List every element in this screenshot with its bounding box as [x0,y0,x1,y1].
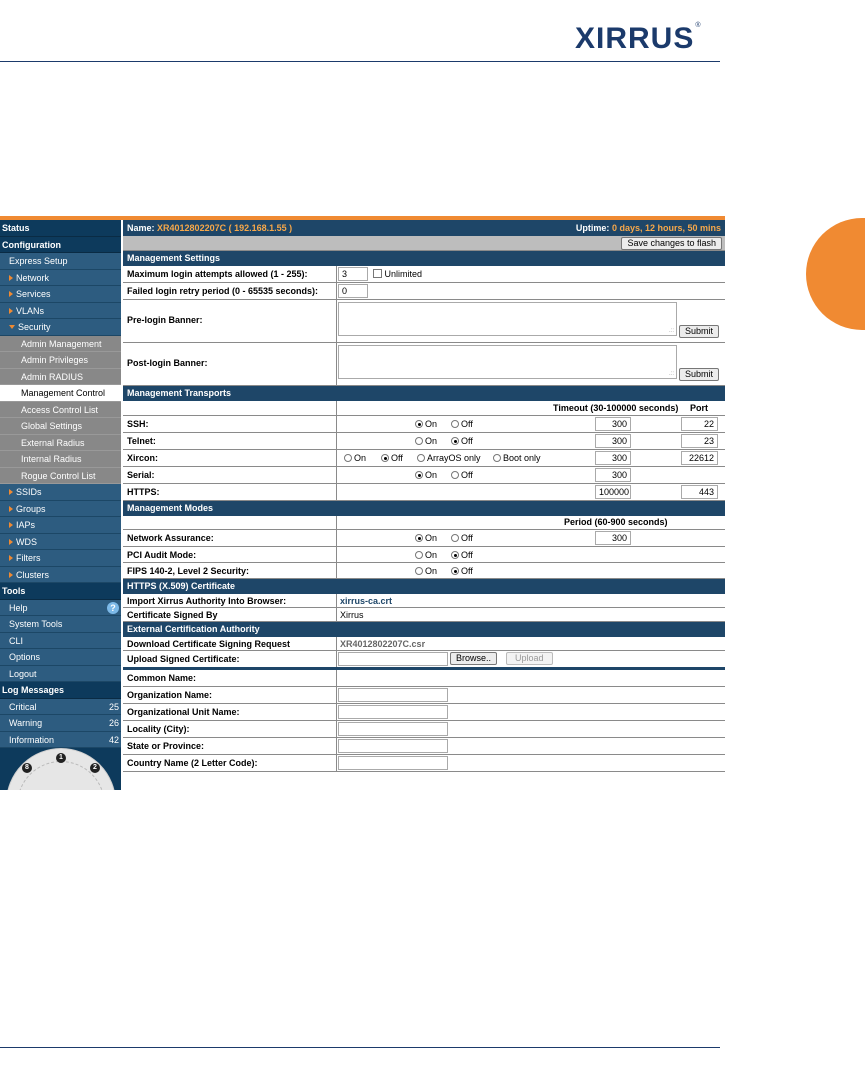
sidebar-item-label: WDS [16,536,37,547]
telnet-off-radio[interactable]: Off [451,436,473,446]
sidebar-item-external-radius[interactable] [0,435,121,452]
sidebar-item-status[interactable] [0,220,121,237]
row-organization-name [123,687,725,704]
save-to-flash-button[interactable]: Save changes to flash [621,237,722,250]
pre-login-banner-label: Pre-login Banner: [127,315,203,325]
sidebar-item-global-settings[interactable] [0,418,121,435]
pre-login-submit-button[interactable]: Submit [679,325,719,338]
fips-off-radio[interactable]: Off [451,566,473,576]
sidebar-item-label: Rogue Control List [21,470,96,481]
pre-login-banner-textarea[interactable]: .:: [338,302,677,336]
triangle-right-icon [9,539,13,545]
post-login-banner-label: Post-login Banner: [127,358,208,368]
csr-download-link[interactable]: XR4012802207C.csr [340,639,426,649]
triangle-right-icon [9,489,13,495]
save-bar [123,236,725,251]
sidebar-list [0,220,121,748]
row-ssh: SSH: On Off 300 22 [123,416,725,433]
device-name: XR4012802207C [157,223,227,233]
sidebar-item-warning[interactable] [0,715,121,732]
row-signed-by: Certificate Signed By Xirrus [123,608,725,622]
row-state-or-province [123,738,725,755]
row-common-name [123,670,725,687]
upload-file-input[interactable] [338,652,448,666]
section-management-settings: Management Settings [123,251,725,266]
sidebar-item-tools[interactable] [0,583,121,600]
sidebar-item-label: System Tools [9,619,63,629]
field-label: Locality (City): [127,724,190,734]
unlimited-option[interactable]: Unlimited [373,269,422,279]
upload-button[interactable]: Upload [506,652,553,665]
sidebar-item-label: Groups [16,503,46,514]
browse-button[interactable]: Browse.. [450,652,497,665]
xircon-boot-only-radio[interactable]: Boot only [493,453,541,463]
row-organizational-unit-name [123,704,725,721]
row-modes-header [123,516,725,530]
row-import-authority: Import Xirrus Authority Into Browser: xirrus-ca.crt [123,594,725,608]
sidebar-item-system-tools[interactable] [0,616,121,633]
https-timeout-input[interactable]: 100000 [595,485,631,499]
sidebar-nav [0,220,121,790]
pci-on-radio[interactable]: On [415,550,437,560]
sidebar-item-label: Critical [9,701,37,712]
unlimited-checkbox[interactable] [373,269,382,278]
sidebar-item-services[interactable] [0,286,121,303]
logo-text: XIRRUS [575,22,695,55]
sidebar-item-label: Network [16,272,50,283]
organization-name-input[interactable] [338,688,448,702]
sidebar-item-internal-radius[interactable] [0,451,121,468]
network-assurance-on-radio[interactable]: On [415,533,437,543]
xircon-off-radio[interactable]: Off [381,453,403,463]
telnet-timeout-input[interactable]: 300 [595,434,631,448]
xircon-timeout-input[interactable]: 300 [595,451,631,465]
max-login-input[interactable]: 3 [338,267,368,281]
sidebar-item-configuration[interactable] [0,237,121,254]
web-ui-screenshot [0,216,725,790]
locality-city-input[interactable] [338,722,448,736]
ca-fields [123,670,725,772]
triangle-right-icon [9,555,13,561]
sidebar-item-admin-management[interactable] [0,336,121,353]
uptime-value: 0 days, 12 hours, 50 mins [611,223,721,233]
sidebar-item-label: Status [2,223,30,233]
sidebar-item-label: VLANs [16,305,45,316]
sidebar-item-label: Security [18,322,51,332]
sidebar-item-label: Admin Privileges [21,355,89,365]
retry-period-input[interactable]: 0 [338,284,368,298]
sidebar-item-admin-privileges[interactable] [0,352,121,369]
serial-on-radio[interactable]: On [415,470,437,480]
port-header: Port [690,403,708,413]
xircon-arrayos-only-radio[interactable]: ArrayOS only [417,453,481,463]
sidebar-item-label: Log Messages [2,685,65,695]
serial-timeout-input[interactable]: 300 [595,468,631,482]
main-panel [123,220,725,790]
country-name-2-letter-code-input[interactable] [338,756,448,770]
sidebar-item-vlans[interactable] [0,303,121,320]
sidebar-item-admin-radius[interactable] [0,369,121,386]
row-pci-audit: PCI Audit Mode: On Off [123,547,725,563]
post-login-submit-button[interactable]: Submit [679,368,719,381]
row-retry-period [123,283,725,300]
row-xircon: Xircon: On Off ArrayOS only Boot only 300 22612 [123,450,725,467]
row-fips: FIPS 140-2, Level 2 Security: On Off [123,563,725,579]
sidebar-item-ssids[interactable] [0,484,121,501]
sidebar-item-critical[interactable] [0,699,121,716]
sidebar-item-rogue-control-list[interactable] [0,468,121,485]
fips-on-radio[interactable]: On [415,566,437,576]
row-post-login-banner [123,343,725,386]
port-2-icon: 2 [90,763,100,773]
device-ip: ( 192.168.1.55 ) [228,223,293,233]
section-external-ca: External Certification Authority [123,622,725,637]
max-login-label: Maximum login attempts allowed (1 - 255): [127,269,308,279]
sidebar-item-filters[interactable] [0,550,121,567]
footer-rule [0,1047,720,1048]
pci-off-radio[interactable]: Off [451,550,473,560]
sidebar-item-label: Clusters [16,569,50,580]
triangle-right-icon [9,275,13,281]
field-label: State or Province: [127,741,205,751]
triangle-right-icon [9,506,13,512]
sidebar-item-label: Warning [9,718,43,728]
field-label: Organizational Unit Name: [127,707,240,717]
field-label: Organization Name: [127,690,213,700]
field-label: Country Name (2 Letter Code): [127,758,258,768]
sidebar-item-label: Internal Radius [21,454,82,464]
sidebar-item-iaps[interactable] [0,517,121,534]
sidebar-item-management-control[interactable] [0,385,121,402]
ssh-off-radio[interactable]: Off [451,419,473,429]
sidebar-item-information[interactable] [0,732,121,749]
sidebar-item-access-control-list[interactable] [0,402,121,419]
https-port-input[interactable]: 443 [681,485,718,499]
sidebar-item-label: Management Control [21,388,106,398]
sidebar-item-wds[interactable] [0,534,121,551]
sidebar-item-log-messages[interactable] [0,682,121,699]
sidebar-item-groups[interactable] [0,501,121,518]
triangle-right-icon [9,572,13,578]
telnet-on-radio[interactable]: On [415,436,437,446]
registered-mark: ® [695,22,702,29]
sidebar-item-label: Admin RADIUS [21,371,84,382]
sidebar-item-label: Configuration [2,239,61,250]
sidebar-item-label: Tools [2,586,26,596]
row-https: HTTPS: 100000 443 [123,484,725,501]
xircon-port-input[interactable]: 22612 [681,451,718,465]
log-count-badge: 26 [108,718,119,728]
sidebar-item-label: Information [9,734,55,745]
row-download-csr: Download Certificate Signing Request XR4012802207C.csr [123,637,725,651]
chapter-tab-marker [806,218,865,330]
header-rule [0,61,720,62]
triangle-right-icon [9,522,13,528]
sidebar-item-label: Global Settings [21,421,83,431]
log-count-badge: 42 [108,734,119,745]
row-max-login [123,266,725,283]
sidebar-item-label: Express Setup [9,256,68,266]
name-bar [123,220,725,236]
triangle-right-icon [9,291,13,297]
section-management-transports: Management Transports [123,386,725,401]
sidebar-item-label: CLI [9,635,24,646]
ssh-on-radio[interactable]: On [415,419,437,429]
retry-period-label: Failed login retry period (0 - 65535 seconds): [127,286,319,296]
sidebar-item-express-setup[interactable] [0,253,121,270]
sidebar-item-label: Filters [16,553,41,563]
row-transports-header [123,401,725,416]
device-image [6,748,116,790]
sidebar-item-label: Options [9,652,41,662]
row-serial: Serial: On Off 300 [123,467,725,484]
state-or-province-input[interactable] [338,739,448,753]
xircon-on-radio[interactable]: On [344,453,366,463]
ssh-port-input[interactable]: 22 [681,417,718,431]
log-count-badge: 25 [108,701,119,712]
sidebar-item-network[interactable] [0,270,121,287]
sidebar-item-options[interactable] [0,649,121,666]
port-8-icon: 8 [22,763,32,773]
uptime: Uptime: 0 days, 12 hours, 50 mins [575,223,721,233]
organizational-unit-name-input[interactable] [338,705,448,719]
field-label: Common Name: [127,673,197,683]
post-login-banner-textarea[interactable]: .:: [338,345,677,379]
sidebar-item-label: Help [9,602,28,613]
timeout-header: Timeout (30-100000 seconds) [553,403,679,413]
sidebar-item-label: IAPs [16,520,36,530]
sidebar-item-label: Access Control List [21,404,99,415]
help-icon[interactable]: ? [107,602,119,614]
row-telnet: Telnet: On Off 300 23 [123,433,725,450]
row-upload-cert: Upload Signed Certificate: Browse.. Upload [123,651,725,670]
sidebar-item-label: External Radius [21,437,85,448]
sidebar-item-cli[interactable] [0,633,121,650]
sidebar-item-label: Services [16,289,51,299]
name-label: Name: [127,223,155,233]
ssh-timeout-input[interactable]: 300 [595,417,631,431]
row-locality-city [123,721,725,738]
triangle-down-icon [9,325,15,329]
sidebar-item-label: Logout [9,668,37,679]
port-1-icon: 1 [56,753,66,763]
network-assurance-period-input[interactable]: 300 [595,531,631,545]
sidebar-item-help[interactable] [0,600,121,617]
row-network-assurance: Network Assurance: On Off 300 [123,530,725,547]
xirrus-logo [575,22,702,56]
sidebar-item-clusters[interactable] [0,567,121,584]
network-assurance-off-radio[interactable]: Off [451,533,473,543]
xirrus-ca-link[interactable]: xirrus-ca.crt [340,596,393,606]
period-header: Period (60-900 seconds) [564,517,668,527]
sidebar-item-security[interactable] [0,319,121,336]
sidebar-item-label: SSIDs [16,487,42,497]
sidebar-item-logout[interactable] [0,666,121,683]
telnet-port-input[interactable]: 23 [681,434,718,448]
triangle-right-icon [9,308,13,314]
serial-off-radio[interactable]: Off [451,470,473,480]
sidebar-item-label: Admin Management [21,338,102,349]
signed-by-value: Xirrus [340,610,364,620]
section-https-certificate: HTTPS (X.509) Certificate [123,579,725,594]
row-pre-login-banner [123,300,725,343]
section-management-modes: Management Modes [123,501,725,516]
row-country-name-2-letter-code [123,755,725,772]
